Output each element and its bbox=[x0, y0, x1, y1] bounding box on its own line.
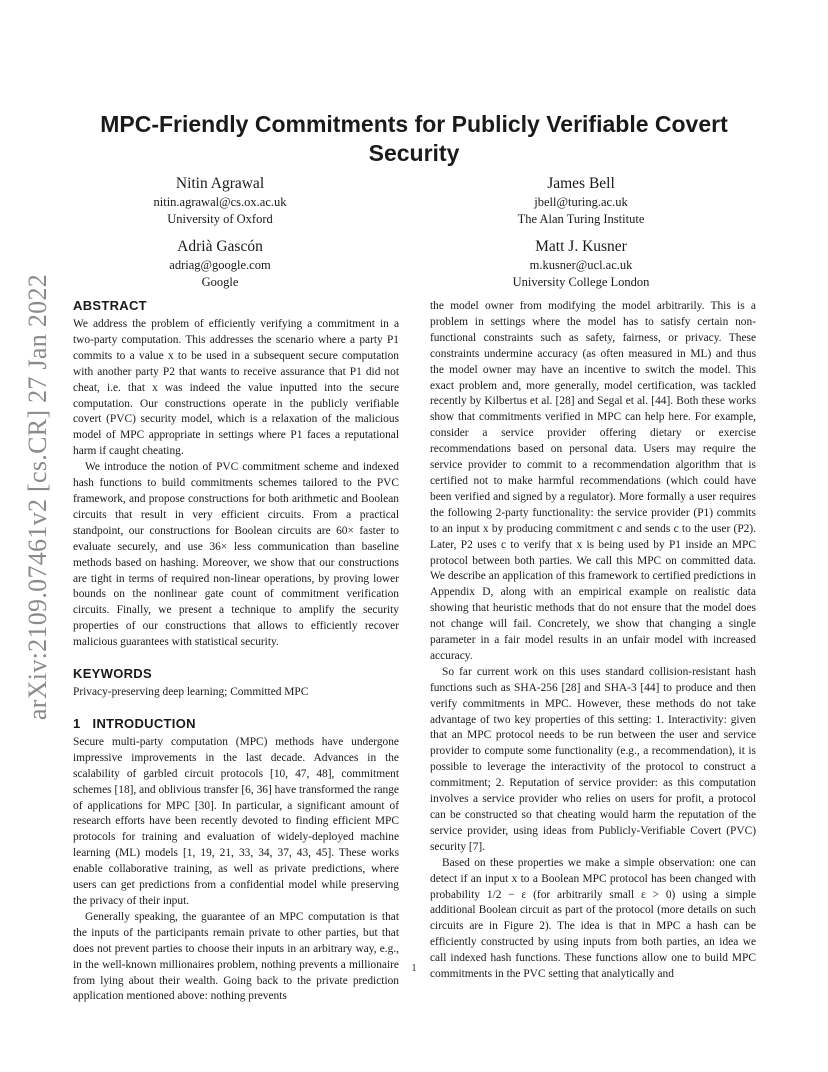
keywords-heading: KEYWORDS bbox=[73, 666, 152, 682]
page-number: 1 bbox=[411, 963, 417, 974]
author-block bbox=[70, 174, 370, 227]
left-column bbox=[73, 297, 399, 1005]
author-name: Adrià Gascón bbox=[177, 238, 263, 255]
author-affiliation: University of Oxford bbox=[167, 211, 273, 226]
section-title: INTRODUCTION bbox=[92, 715, 196, 731]
arxiv-identifier[interactable]: arXiv:2109.07461v2 [cs.CR] 27 Jan 2022 bbox=[23, 273, 52, 721]
introduction-heading bbox=[73, 715, 399, 733]
author-email[interactable]: nitin.agrawal@cs.ox.ac.uk bbox=[153, 195, 287, 209]
introduction-paragraph: the model owner from modifying the model arbitrarily. This is a problem in settings where the model has to satisfy certain non-functional constraints such as safety, fairness, or privacy. These constraints undermine accuracy (as often measured in ML) and thus the model owner may have an incentive to switch the model. This exact problem and, more generally, model certification, was tackled recently by Kilbertus et al. [28] and Segal et al. [44]. Both these works show that commitments verified in MPC can help here. For example, consider a service provider offering dietary or exercise recommendations based on personal data. Users may require the service provider to commit to a recommendation algorithm that is certified not to make harmful recommendations (which could have been verified and signed by a regulator). More formally a user requires the following 2-party functionality: the service provider (P1) commits to an input x by producing commitment c and sends c to the user (P2). Later, P2 uses c to verify that x is being used by P1 inside an MPC protocol between both parties. We call this MPC on committed data. We describe an application of this framework to certified predictions in Appendix D, along with an empirical example on realistic data showing that heuristic methods that do not ensure that the model does not change will fail. Concretely, we show that changing a single parameter in a fair model results in an unfair model with increased accuracy. bbox=[430, 300, 756, 662]
abstract-heading: ABSTRACT bbox=[73, 298, 147, 313]
paper-title: MPC-Friendly Commitments for Publicly Verifiable Covert Security bbox=[100, 111, 728, 166]
author-block bbox=[431, 237, 731, 290]
keywords-text: Privacy-preserving deep learning; Committed MPC bbox=[73, 686, 309, 699]
author-block bbox=[70, 237, 370, 290]
introduction-paragraph: Secure multi-party computation (MPC) methods have undergone impressive improvements in the last decade. Advances in the scalability of garbled circuit protocols [10, 47, 48], commitment schemes [18], and oblivious transfer [6, 36] have transformed the range of applications for MPC [30]. In particular, a significant amount of research efforts have been recently devoted to finding efficient MPC protocols for training and evaluation of widely-deployed machine learning (ML) models [1, 19, 21, 33, 34, 37, 43, 45]. These works enable collaborative training, as well as private predictions, where users can get predictions from a confidential model while preserving the privacy of their input. bbox=[73, 735, 399, 907]
author-name: Matt J. Kusner bbox=[535, 238, 627, 255]
introduction-paragraph: Generally speaking, the guarantee of an MPC computation is that the inputs of the participants remain private to other parties, but that does not prevent parties to choose their inputs in an arbitrary way, e.g., in the well-known millionaires problem, nothing prevents a millionaire from lying about their wealth. Going back to the private prediction application mentioned above: nothing prevents bbox=[73, 910, 399, 1003]
author-affiliation: Google bbox=[201, 274, 239, 289]
introduction-paragraph: Based on these properties we make a simple observation: one can detect if an input x to a Boolean MPC protocol has been changed with probability 1/2 − ε (for arbitrarily small ε > 0) using a simple additional Boolean circuit as part of the protocol (more details on such circuits are in Figure 2). The idea is that in MPC a hash can be efficiently constructed by using inputs from both parties, an idea we call indexed hash functions. These functions allow one to build MPC commitments in the PVC setting that analytically and bbox=[430, 856, 756, 981]
author-name: James Bell bbox=[547, 175, 615, 192]
section-number: 1 bbox=[73, 715, 81, 731]
author-email[interactable]: jbell@turing.ac.uk bbox=[534, 195, 628, 209]
introduction-paragraph: So far current work on this uses standard collision-resistant hash functions such as SHA-256 [28] and SHA-3 [44] to produce and then verify commitments in MPC. However, these methods do not take advantage of two key properties of this setting: 1. Interactivity: given that an MPC protocol needs to be run between the user and service provider to compute some functionality (e.g., a recommendation), it is possible to leverage the interactivity of the protocol to construct a commitment; 2. Reputation of service provider: as this computation involves a service provider who relies on users for profit, a protocol can be constructed so that cheating would harm the reputation of the service provider, using ideas from Publicly-Verifiable Covert (PVC) security [7]. bbox=[430, 665, 756, 853]
author-affiliation: University College London bbox=[512, 274, 650, 289]
author-block bbox=[431, 174, 731, 227]
arxiv-sidebar bbox=[18, 273, 58, 721]
right-column bbox=[430, 299, 756, 983]
abstract-paragraph: We address the problem of efficiently verifying a commitment in a two-party computation. This addresses the scenario where a party P1 commits to a value x to be used in a subsequent secure computation with another party P2 that wants to receive assurance that P1 did not cheat, i.e. that x was indeed the value inputted into the secure computation. Our constructions operate in the publicly verifiable covert (PVC) security model, which is a relaxation of the malicious model of MPC appropriate in settings where P1 faces a reputational harm if caught cheating. bbox=[73, 318, 399, 458]
abstract-paragraph: We introduce the notion of PVC commitment scheme and indexed hash functions to build commitments schemes tailored to the PVC framework, and propose constructions for both arithmetic and Boolean circuits that result in very efficient circuits. From a practical standpoint, our constructions for Boolean circuits are 60× faster to evaluate securely, and use 36× less communication than baseline methods based on hashing. Moreover, we show that our constructions are tight in terms of required non-linear operations, by proving lower bounds on the nonlinear gate count of commitment verification circuits. Finally, we present a technique to amplify the security properties of our constructions that allows to efficiently recover malicious guarantees with statistical security. bbox=[73, 461, 399, 649]
author-email[interactable]: m.kusner@ucl.ac.uk bbox=[529, 258, 633, 272]
author-affiliation: The Alan Turing Institute bbox=[517, 211, 645, 226]
author-name: Nitin Agrawal bbox=[175, 175, 265, 192]
author-email[interactable]: adriag@google.com bbox=[169, 258, 271, 272]
